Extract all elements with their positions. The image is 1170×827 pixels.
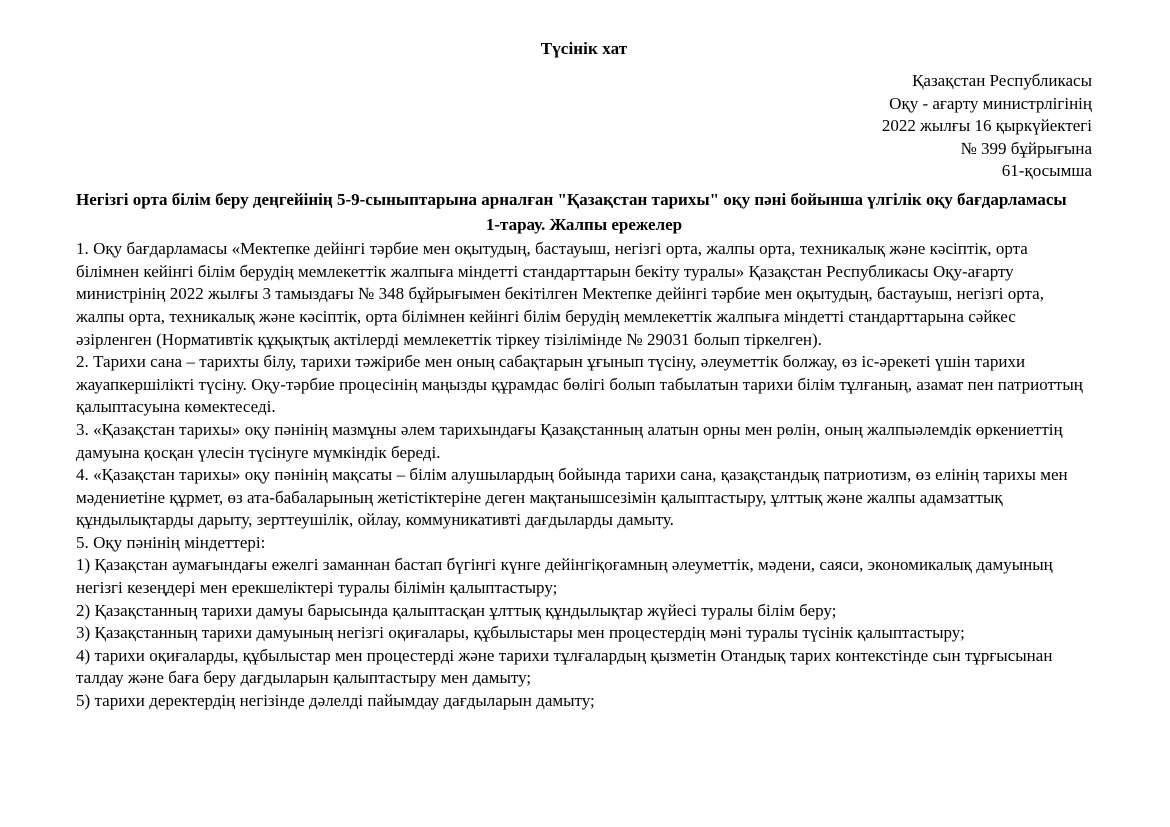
list-item-2: 2) Қазақстанның тарихи дамуы барысында қалыптасқан ұлттық құндылықтар жүйесі туралы білім беру; <box>76 600 837 620</box>
paragraph-5: 5. Оқу пәнінің міндеттері: <box>76 532 266 552</box>
paragraph-3: 3. «Қазақстан тарихы» оқу пәнінің мазмұны әлем тарихындағы Қазақстанның алатын орны мен рөлін, оның жалпыәлемдік өркениеттің дамуына қосқан үлесін түсінуге мүмкіндік береді. <box>76 419 1063 462</box>
list-item-4: 4) тарихи оқиғаларды, құбылыстар мен процестерді және тарихи тұлғалардың қызметін Отандық тарих контекстінде сын тұрғысынан талдау және баға беру дағдыларын қалыптастыру мен дамыту; <box>76 645 1053 688</box>
approval-line-1: Қазақстан Республикасы <box>912 71 1092 90</box>
list-item-1: 1) Қазақстан аумағындағы ежелгі заманнан бастап бүгінгі күнге дейінгіқоғамның әлеуметтік, мәдени, саяси, экономикалық дамуының негізгі кезеңдері мен ерекшеліктері туралы білімін қалыптастыру; <box>76 555 1053 598</box>
program-title: Негізгі орта білім беру деңгейінің 5-9-сыныптарына арналған "Қазақстан тарихы" оқу пәні бойынша үлгілік оқу бағдарламасы <box>76 189 1067 209</box>
chapter-heading: 1-тарау. Жалпы ережелер <box>485 214 683 234</box>
paragraph-4: 4. «Қазақстан тарихы» оқу пәнінің мақсаты – білім алушылардың бойында тарихи сана, қазақстандық патриотизм, өз елінің тарихы мен мәдениетіне құрмет, өз ата-бабаларының жетістіктеріне деген мақтанышсезімін қалыптастыру, ұлттық және жалпы адамзаттық құндылықтарды дарыту, зерттеушілік, ойлау, коммуникативті дағдыларды дамыту. <box>76 465 1068 530</box>
page-title: Түсінік хат <box>540 39 628 58</box>
paragraph-1: 1. Оқу бағдарламасы «Мектепке дейінгі тәрбие мен оқытудың, бастауыш, негізгі орта, жалпы орта, техникалық және кәсіптік, орта білімнен кейінгі білім берудің мемлекеттік жалпыға міндетті стандарттарын бекіту туралы» Қазақстан Республикасы Оқу-ағарту министрінің 2022 жылғы 3 тамыздағы № 348 бұйрығымен бекітілген Мектепке дейінгі тәрбие мен оқытудың, бастауыш, негізгі орта, жалпы орта, техникалық және кәсіптік, орта білімнен кейінгі білім берудің мемлекеттік жалпыға міндетті стандарттарына сәйкес әзірленген (Нормативтік құқықтық актілерді мемлекеттік тіркеу тізілімінде № 29031 болып тіркелген). <box>76 239 1044 349</box>
approval-line-4: № 399 бұйрығына <box>960 138 1092 158</box>
list-item-3: 3) Қазақстанның тарихи дамуының негізгі оқиғалары, құбылыстары мен процестердің мәні туралы түсінік қалыптастыру; <box>76 623 965 643</box>
list-item-5: 5) тарихи деректердің негізінде дәлелді пайымдау дағдыларын дамыту; <box>76 691 595 711</box>
approval-line-3: 2022 жылғы 16 қыркүйектегі <box>881 116 1092 136</box>
approval-block <box>76 70 1092 183</box>
approval-line-2: Оқу - ағарту министрлігінің <box>889 93 1092 113</box>
document-content <box>76 38 1092 713</box>
paragraph-2: 2. Тарихи сана – тарихты білу, тарихи тәжірибе мен оның сабақтарын ұғынып түсіну, әлеуметтік болжау, өз іс-әрекеті үшін тарихи жауапкершілікті түсіну. Оқу-тәрбие процесінің маңызды құрамдас бөлігі болып табылатын тарихи білім тұлғаның, азамат пен патриоттың қалыптасуына көмектеседі. <box>76 352 1083 417</box>
approval-line-5: 61-қосымша <box>1001 161 1092 181</box>
